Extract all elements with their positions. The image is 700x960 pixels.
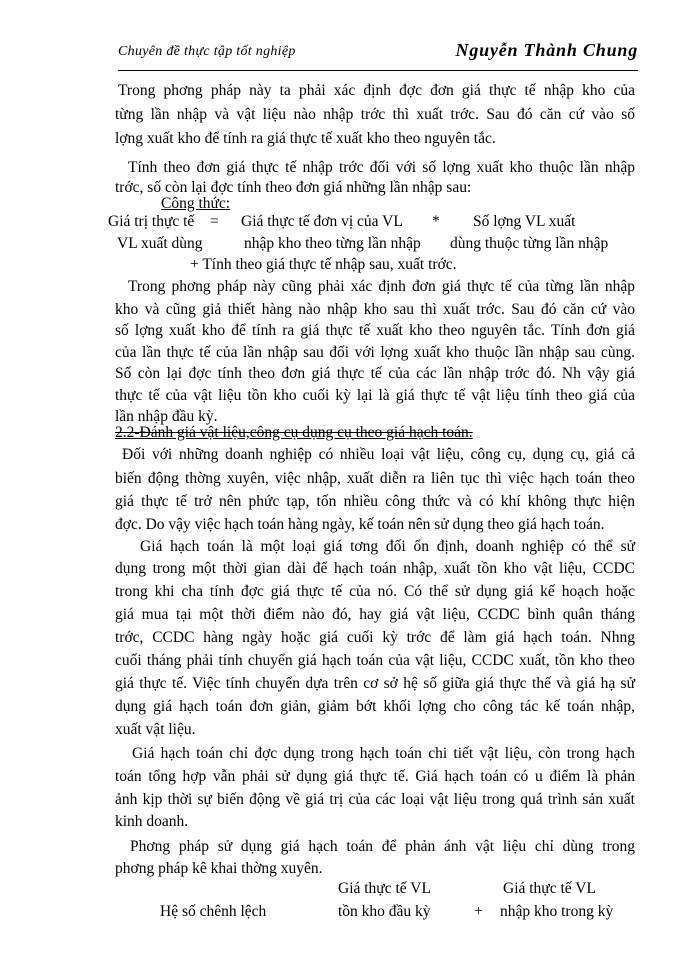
paragraph-line: xuất vật liệu. [115,721,196,738]
paragraph-line: Trong phơng pháp này ta phải xác định đợc đơn giá thực tế nhập kho của [118,82,635,99]
paragraph-line: thực tế của vật liệu tồn kho cuối kỳ lại là giá thực tế vật liệu tính theo giá của [115,387,635,404]
paragraph-line: biến động thờng xuyên, việc nhập, xuất diễn ra liên tục thì việc hạch toán theo [115,470,635,487]
paragraph-line: lợng xuất kho để tính ra giá thực tế xuất kho theo nguyên tắc. [115,130,496,147]
formula2-top-left: Giá thực tế VL [338,880,431,897]
paragraph-line: dụng giá hạch toán đơn giản, giảm bớt khối lợng cho công tác kế toán nhập, [115,698,635,715]
paragraph-line: Trong phơng pháp này cũng phải xác định đơn giá thực tế của từng lần nhập [128,278,635,295]
formula2-label: Hệ số chênh lệch [160,903,267,920]
paragraph-line: của lần thực tế của lần nhập sau đối với lợng xuất kho thuộc lần nhập sau cùng. [115,344,635,361]
paragraph-line: giá mua tại một thời điểm nào đó, hay giá vật liệu, CCDC bình quân tháng [115,606,635,623]
formula-term-a: Giá trị thực tế [108,213,195,230]
formula-equals: = [210,213,219,230]
paragraph-line: kinh doanh. [115,813,189,830]
paragraph-line: dụng trong một thời gian dài để hạch toán nhập, xuất tồn kho vật liệu, CCDC [115,560,635,577]
paragraph-line: cuối tháng phải tính chuyển giá hạch toán của vật liệu, CCDC xuất, tồn kho theo [115,652,635,669]
paragraph-line: số lợng xuất kho để tính ra giá thực tế xuất kho theo nguyên tắc. Tính đơn giá [115,322,635,339]
formula-label: Công thức: [161,195,231,212]
section-heading: 2.2-Đánh giá vật liệu,công cụ dụng cụ theo giá hạch toán. [115,424,473,441]
formula-multiply: * [432,213,440,230]
paragraph-line: trong khi cha tính đợc giá thực tế của nó. Có thể sử dụng giá kế hoạch hoặc [115,583,635,600]
header-author: Nguyễn Thành Chung [455,40,638,60]
paragraph-line: đợc. Do vậy việc hạch toán hàng ngày, kế toán nên sử dụng theo giá hạch toán. [115,516,605,533]
page-header [118,40,638,71]
paragraph-line: Tính theo đơn giá thực tế nhập trớc đối với số lợng xuất kho thuộc lần nhập [128,159,635,176]
formula2-mid-right: nhập kho trong kỳ [500,903,614,920]
formula2-mid-left: tồn kho đầu kỳ [338,903,431,920]
paragraph-line: giá thực tế trở nên phức tạp, tốn nhiều công thức và có khí không thực hiện [115,493,635,510]
formula-term-c: Số lợng VL xuất [473,213,576,230]
formula-term-b-cont: nhập kho theo từng lần nhập [244,235,421,252]
paragraph-line: Đối với những doanh nghiệp có nhiều loại vật liệu, công cụ, dụng cụ, giá cả [122,446,635,463]
formula-term-a-cont: VL xuất dùng [117,235,203,252]
paragraph-line: Giá hạch toán là một loại giá tơng đối ổn định, doanh nghiệp có thể sử [140,538,635,555]
formula-note: + Tính theo giá thực tế nhập sau, xuất trớc. [190,256,457,273]
paragraph-line: toán tổng hợp vẫn phải sử dụng giá thực tế. Giá hạch toán có u điểm là phản [115,768,635,785]
paragraph-line: trớc, số còn lại đợc tính theo đơn giá những lần nhập sau: [115,179,472,196]
formula-term-c-cont: dùng thuộc từng lần nhập [450,235,609,252]
paragraph-line: kho và cũng giả thiết hàng nào nhập kho sau thì xuất trớc. Sau đó căn cứ vào [115,301,635,318]
formula2-plus: + [474,903,483,920]
paragraph-line: Giá hạch toán chỉ đợc dụng trong hạch toán chi tiết vật liệu, còn trong hạch [132,745,635,762]
paragraph-line: ảnh kịp thời sự biến động về giá trị của các loại vật liệu trong quá trình sản xuất [115,791,635,808]
paragraph-line: Số còn lại đợc tính theo đơn giá thực tế của các lần nhập trớc đó. Nh vậy giá [115,365,635,382]
header-title: Chuyên đề thực tập tốt nghiệp [118,44,296,59]
paragraph-line: trớc, CCDC hàng ngày hoặc giá cuối kỳ trớc để làm giá hạch toán. Nhng [115,629,635,646]
paragraph-line: lần nhập đầu kỳ. [115,408,218,425]
paragraph-line: giá thực tế. Việc tính chuyển dựa trên cơ sở hệ số giữa giá thực thế và giá hạ sử [115,675,635,692]
paragraph-line: phơng pháp kê khai thờng xuyên. [115,860,323,877]
paragraph-line: Phơng pháp sử dụng giá hạch toán để phản ánh vật liệu chỉ dùng trong [130,838,635,855]
paragraph-line: từng lần nhập và vật liệu nào nhập trớc thì xuất trớc. Sau đó căn cứ vào số [115,106,635,123]
formula2-top-right: Giá thực tế VL [503,880,596,897]
formula-term-b: Giá thực tế đơn vị của VL [241,213,403,230]
